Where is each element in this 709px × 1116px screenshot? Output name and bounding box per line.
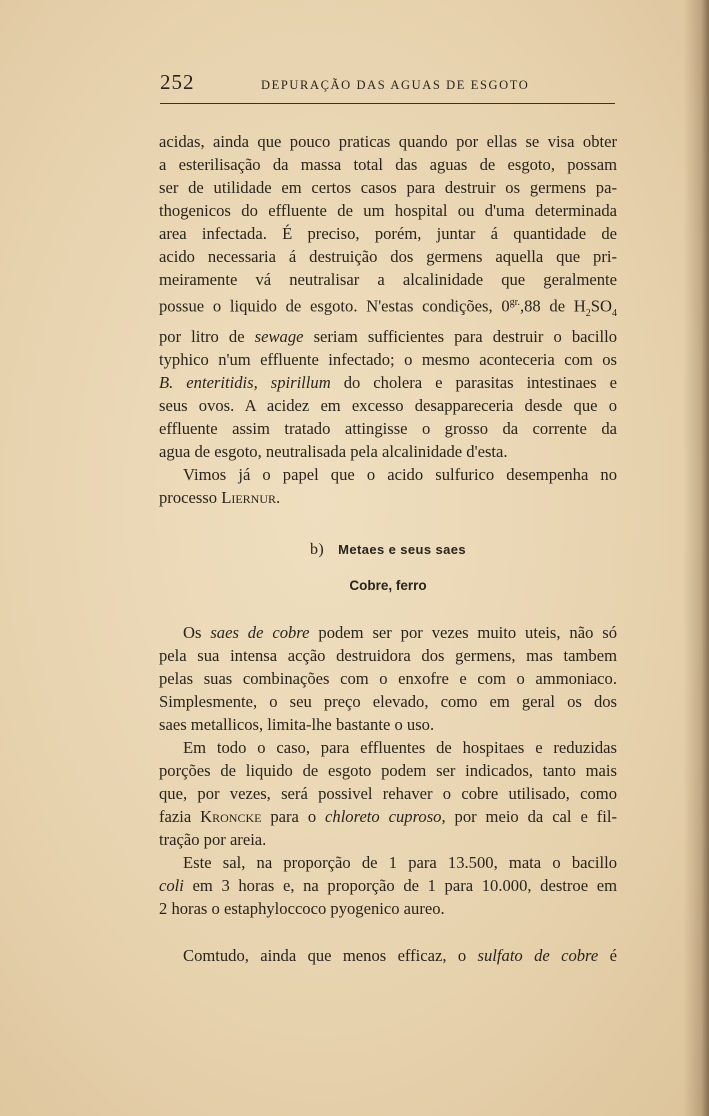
text-line: que, por vezes, será possivel rehaver o cobre utilisado, como bbox=[159, 784, 617, 803]
unit-superscript: gr. bbox=[509, 297, 520, 308]
text-run: . bbox=[276, 487, 281, 507]
italic-term: chloreto cuproso, bbox=[325, 807, 446, 826]
page-edge-shadow bbox=[683, 0, 709, 1116]
text-line: effluente assim tratado attingisse o grosso da corrente da bbox=[159, 418, 617, 438]
text-line: meiramente vá neutralisar a alcalinidade que geralmente bbox=[159, 270, 617, 289]
text-line bbox=[159, 325, 617, 348]
paragraph-3 bbox=[159, 621, 617, 736]
text-line: area infectada. É preciso, porém, juntar á quantidade de bbox=[159, 224, 617, 243]
text-run: possue o liquido de esgoto. N'estas condições, 0 bbox=[159, 296, 510, 316]
text-line: acido necessaria á destruição dos germens aquella que pri- bbox=[159, 247, 617, 266]
text-run: para o bbox=[261, 807, 326, 826]
text-line: Em todo o caso, para effluentes de hospitaes e reduzidas bbox=[183, 738, 617, 757]
section-heading bbox=[159, 541, 617, 559]
italic-term: coli bbox=[159, 876, 184, 895]
text-line: porções de liquido de esgoto podem ser indicados, tanto mais bbox=[159, 761, 617, 780]
text-line bbox=[159, 944, 617, 967]
text-line bbox=[159, 621, 617, 644]
text-line: Simplesmente, o seu preço elevado, como em geral os dos bbox=[159, 692, 617, 711]
text-run: SO bbox=[590, 296, 612, 316]
text-run: fazia bbox=[159, 807, 201, 826]
text-line: pelas suas combinações com o enxofre e com o ammoniaco. bbox=[159, 669, 617, 688]
text-block-bottom bbox=[159, 944, 617, 967]
paragraph-5 bbox=[159, 851, 617, 920]
italic-term: saes de cobre bbox=[210, 623, 310, 642]
author-name: Liernur bbox=[221, 487, 277, 507]
page-number: 252 bbox=[160, 70, 195, 94]
text-line: a esterilisação da massa total das aguas de esgoto, possam bbox=[159, 155, 617, 174]
section-title: Metaes e seus saes bbox=[338, 542, 467, 557]
text-line: saes metallicos, limita-lhe bastante o uso. bbox=[159, 715, 435, 734]
paragraph-1 bbox=[159, 130, 617, 463]
text-line bbox=[159, 805, 617, 828]
text-line: 2 horas o estaphyloccoco pyogenico aureo. bbox=[159, 899, 445, 918]
running-head: DEPURAÇÃO DAS AGUAS DE ESGOTO bbox=[261, 78, 530, 92]
subscript: 4 bbox=[612, 307, 617, 319]
author-name: Kroncke bbox=[200, 807, 262, 826]
text-line: thogenicos do effluente de um hospital ou d'uma determinada bbox=[159, 201, 617, 220]
italic-term: sulfato de cobre bbox=[477, 946, 599, 965]
italic-term: sewage bbox=[254, 326, 304, 346]
text-run: em 3 horas e, na proporção de 1 para 10.000, destroe em bbox=[183, 876, 617, 895]
text-line: tração por areia. bbox=[159, 830, 267, 849]
italic-term: B. enteritidis, spirillum bbox=[159, 372, 331, 392]
text-line: acidas, ainda que pouco praticas quando por ellas se visa obter bbox=[159, 132, 617, 151]
subscript: 2 bbox=[585, 307, 591, 319]
text-run: processo bbox=[159, 487, 222, 507]
text-line-formula bbox=[159, 291, 617, 325]
text-run: podem ser por vezes muito uteis, não só bbox=[309, 623, 618, 642]
text-run: seriam sufficientes para destruir o bacillo bbox=[303, 326, 617, 346]
paragraph-2 bbox=[159, 463, 617, 509]
page-header bbox=[160, 70, 615, 96]
text-line: pela sua intensa acção destruidora dos germens, mas tambem bbox=[159, 646, 617, 665]
paragraph-4 bbox=[159, 736, 617, 851]
text-run: por litro de bbox=[159, 326, 255, 346]
text-line bbox=[159, 486, 617, 509]
text-line bbox=[159, 874, 617, 897]
text-line: typhico n'um effluente infectado; o mesmo aconteceria com os bbox=[159, 349, 617, 369]
text-run: Comtudo, ainda que menos efficaz, o bbox=[183, 946, 478, 965]
subsection-heading: Cobre, ferro bbox=[349, 578, 427, 593]
text-line: Vimos já o papel que o acido sulfurico desempenha no bbox=[183, 464, 617, 484]
text-line bbox=[159, 371, 617, 394]
text-run: por meio da cal e fil- bbox=[445, 807, 617, 826]
header-rule bbox=[160, 103, 615, 104]
text-run: é bbox=[598, 946, 618, 965]
text-line: seus ovos. A acidez em excesso desappareceria desde que o bbox=[159, 395, 617, 415]
section-letter: b) bbox=[309, 541, 325, 558]
text-run: ,88 de H bbox=[519, 296, 586, 316]
text-run: do cholera e parasitas intestinaes e bbox=[330, 372, 617, 392]
text-run: Os bbox=[183, 623, 211, 642]
text-line: agua de esgoto, neutralisada pela alcalinidade d'esta. bbox=[159, 441, 508, 461]
text-line: ser de utilidade em certos casos para destruir os germens pa- bbox=[159, 178, 617, 197]
text-block-middle bbox=[159, 621, 617, 920]
text-line: Este sal, na proporção de 1 para 13.500, mata o bacillo bbox=[183, 853, 617, 872]
text-block-top bbox=[159, 130, 617, 509]
paragraph-6 bbox=[159, 944, 617, 967]
